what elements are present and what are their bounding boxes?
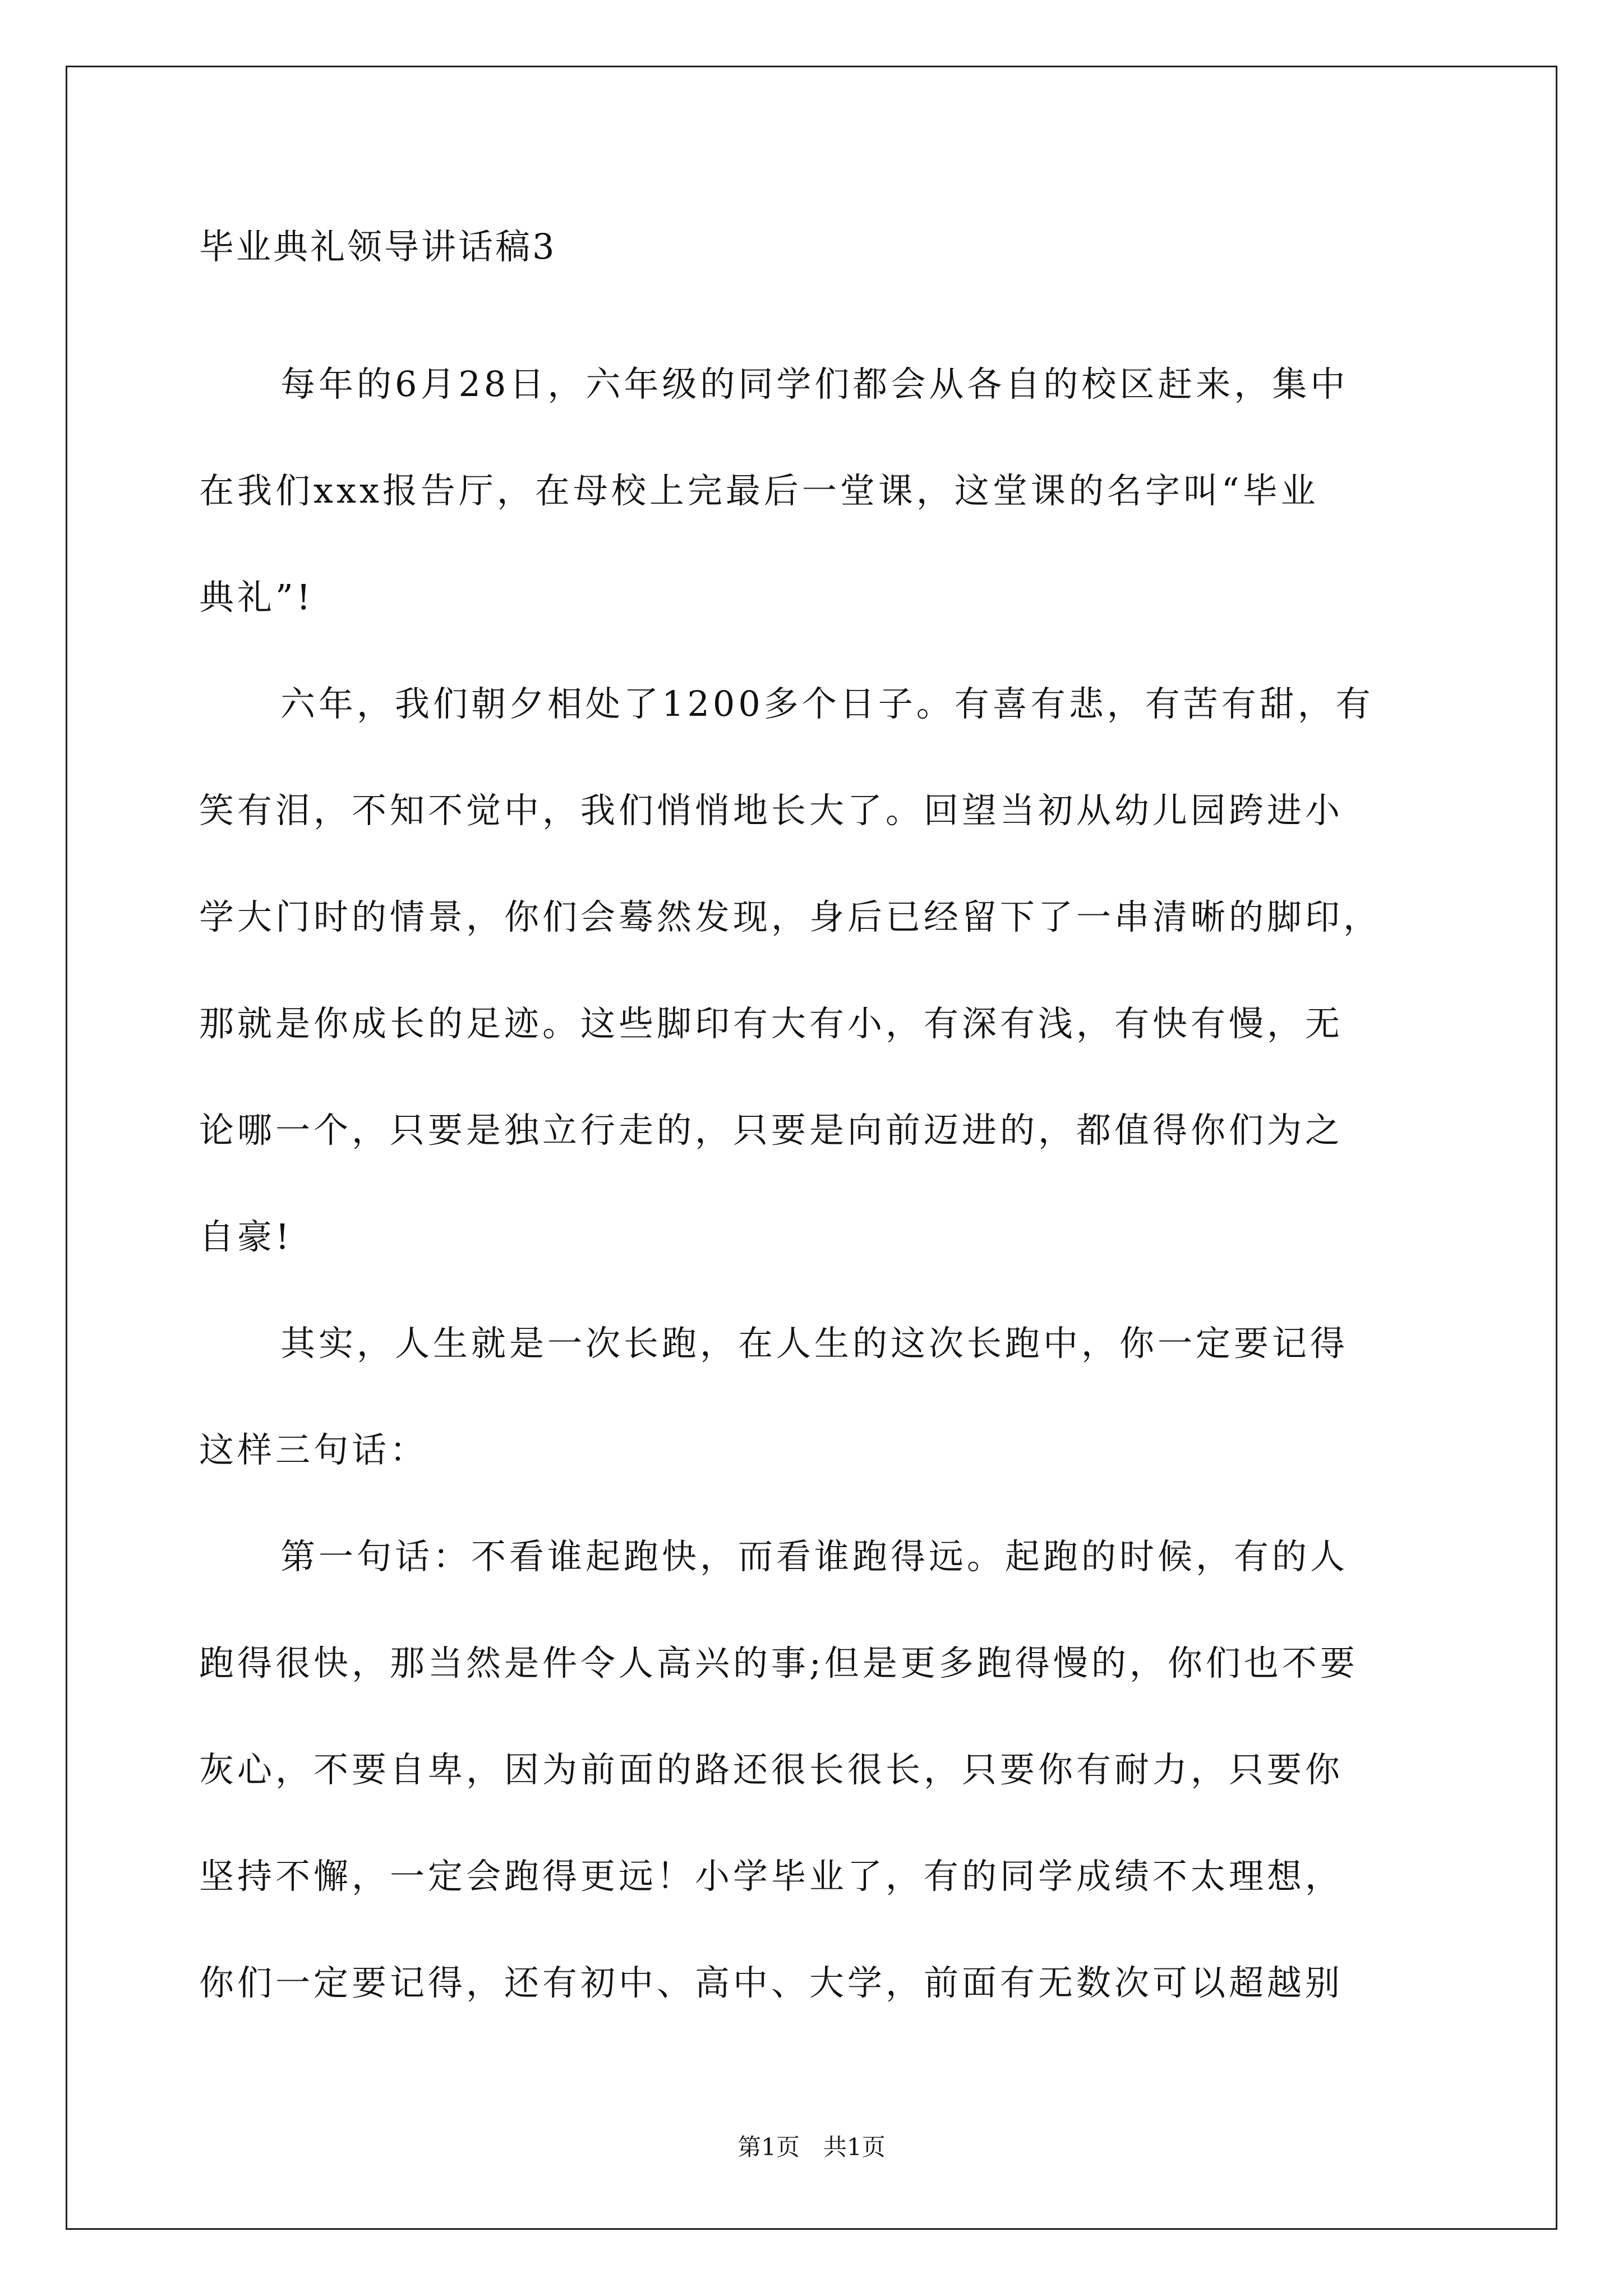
page-number-footer: 第1页 共1页 [737,2133,886,2161]
text-line: 笑有泪，不知不觉中，我们悄悄地长大了。回望当初从幼儿园跨进小 [199,790,1344,831]
document-body [199,331,1430,2036]
text-line: 每年的6月28日，六年级的同学们都会从各自的校区赶来，集中 [280,364,1349,404]
text-line: 学大门时的情景，你们会蓦然发现，身后已经留下了一串清晰的脚印， [199,896,1382,937]
text-line: 坚持不懈，一定会跑得更远！小学毕业了，有的同学成绩不太理想， [199,1856,1344,1897]
text-line: 其实，人生就是一次长跑，在人生的这次长跑中，你一定要记得 [280,1323,1349,1364]
text-line: 那就是你成长的足迹。这些脚印有大有小，有深有浅，有快有慢，无 [199,1003,1344,1044]
paragraph-3 [199,1290,1430,1503]
text-line: 这样三句话： [199,1429,428,1470]
document-title: 毕业典礼领导讲话稿3 [199,226,557,267]
text-line: 在我们xxx报告厅，在母校上完最后一堂课，这堂课的名字叫“毕业 [199,470,1319,511]
text-line: 六年，我们朝夕相处了1200多个日子。有喜有悲，有苦有甜，有 [280,683,1374,724]
paragraph-1 [199,331,1430,651]
text-line: 第一句话：不看谁起跑快，而看谁跑得远。起跑的时候，有的人 [280,1536,1349,1577]
paragraph-4 [199,1503,1430,2036]
text-line: 论哪一个，只要是独立行走的，只要是向前迈进的，都值得你们为之 [199,1110,1344,1151]
text-line: 典礼”! [199,577,314,618]
paragraph-2 [199,651,1430,1290]
text-line: 灰心，不要自卑，因为前面的路还很长很长，只要你有耐力，只要你 [199,1749,1344,1790]
text-line: 跑得很快，那当然是件令人高兴的事;但是更多跑得慢的，你们也不要 [199,1642,1358,1683]
text-line: 你们一定要记得，还有初中、高中、大学，前面有无数次可以超越别 [199,1962,1344,2003]
text-line: 自豪! [199,1216,293,1257]
